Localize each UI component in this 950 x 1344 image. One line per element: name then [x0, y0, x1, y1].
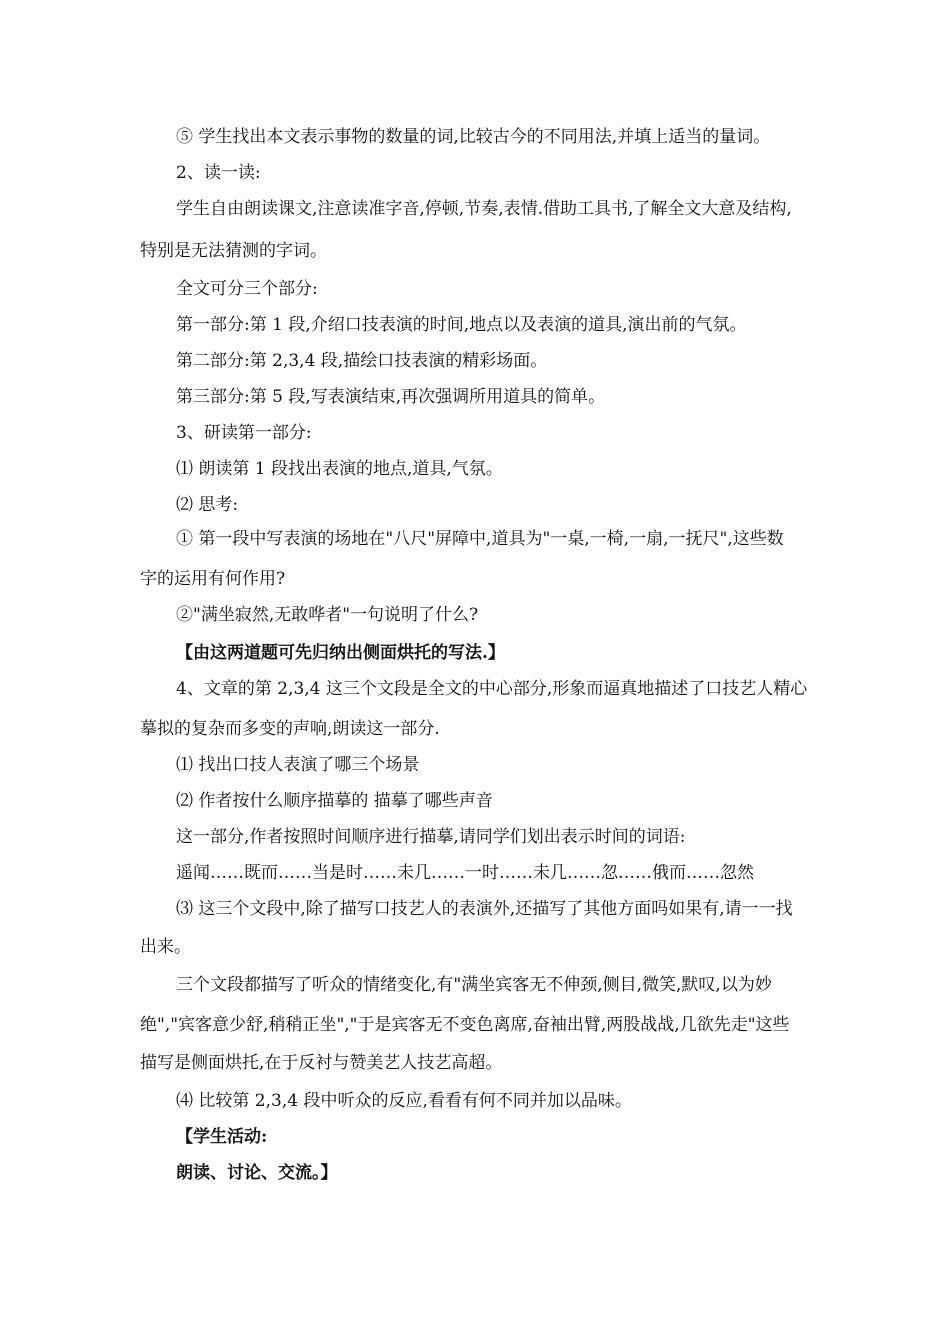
text-line: 第二部分:第 2,3,4 段,描绘口技表演的精彩场面。 [176, 351, 548, 371]
note-text: 【学生活动: [176, 1127, 268, 1147]
text-line: 描写是侧面烘托,在于反衬与赞美艺人技艺高超。 [140, 1053, 503, 1073]
text-line: 全文可分三个部分: [176, 279, 318, 299]
section-heading: 2、读一读: [176, 163, 261, 183]
text-line: ① 第一段中写表演的场地在"八尺"屏障中,道具为"一桌,一椅,一扇,一抚尺",这些数 [176, 529, 784, 549]
text-line: 绝","宾客意少舒,稍稍正坐","于是宾客无不变色离席,奋袖出臂,两股战战,几欲先走"这些 [140, 1015, 790, 1035]
text-line: 出来。 [140, 937, 191, 957]
text-line: 遥闻……既而……当是时……未几……一时……未几……忽……俄而……忽然 [176, 863, 754, 883]
text-line: ⑶ 这三个文段中,除了描写口技艺人的表演外,还描写了其他方面吗如果有,请一一找 [176, 899, 793, 919]
text-line: 这一部分,作者按照时间顺序进行描摹,请同学们划出表示时间的词语: [176, 827, 686, 847]
text-line: 学生自由朗读课文,注意读准字音,停顿,节奏,表情.借助工具书,了解全文大意及结构, [176, 199, 792, 219]
text-line: 字的运用有何作用? [140, 569, 286, 589]
note-text: 朗读、讨论、交流。】 [176, 1163, 338, 1183]
section-heading: 4、文章的第 2,3,4 这三个文段是全文的中心部分,形象而逼真地描述了口技艺人精心 [176, 679, 808, 699]
section-heading: 3、研读第一部分: [176, 423, 312, 443]
text-line: 特别是无法猜测的字词。 [140, 241, 327, 261]
text-line: ⑴ 找出口技人表演了哪三个场景 [176, 755, 420, 775]
text-line: 第一部分:第 1 段,介绍口技表演的时间,地点以及表演的道具,演出前的气氛。 [176, 315, 747, 335]
text-line: ②"满坐寂然,无敢哗者"一句说明了什么? [176, 605, 479, 625]
text-line: ⑷ 比较第 2,3,4 段中听众的反应,看看有何不同并加以品味。 [176, 1091, 632, 1111]
text-line: ⑵ 思考: [176, 495, 239, 515]
text-line: ⑤ 学生找出本文表示事物的数量的词,比较古今的不同用法,并填上适当的量词。 [176, 127, 771, 147]
text-line: ⑵ 作者按什么顺序描摹的 描摹了哪些声音 [176, 791, 493, 811]
text-line: 三个文段都描写了听众的情绪变化,有"满坐宾客无不伸颈,侧目,微笑,默叹,以为妙 [176, 975, 772, 995]
text-line: ⑴ 朗读第 1 段找出表演的地点,道具,气氛。 [176, 459, 503, 479]
text-line: 摹拟的复杂而多变的声响,朗读这一部分. [140, 719, 440, 739]
text-line: 第三部分:第 5 段,写表演结束,再次强调所用道具的简单。 [176, 387, 606, 407]
note-text: 【由这两道题可先归纳出侧面烘托的写法.】 [176, 643, 505, 663]
